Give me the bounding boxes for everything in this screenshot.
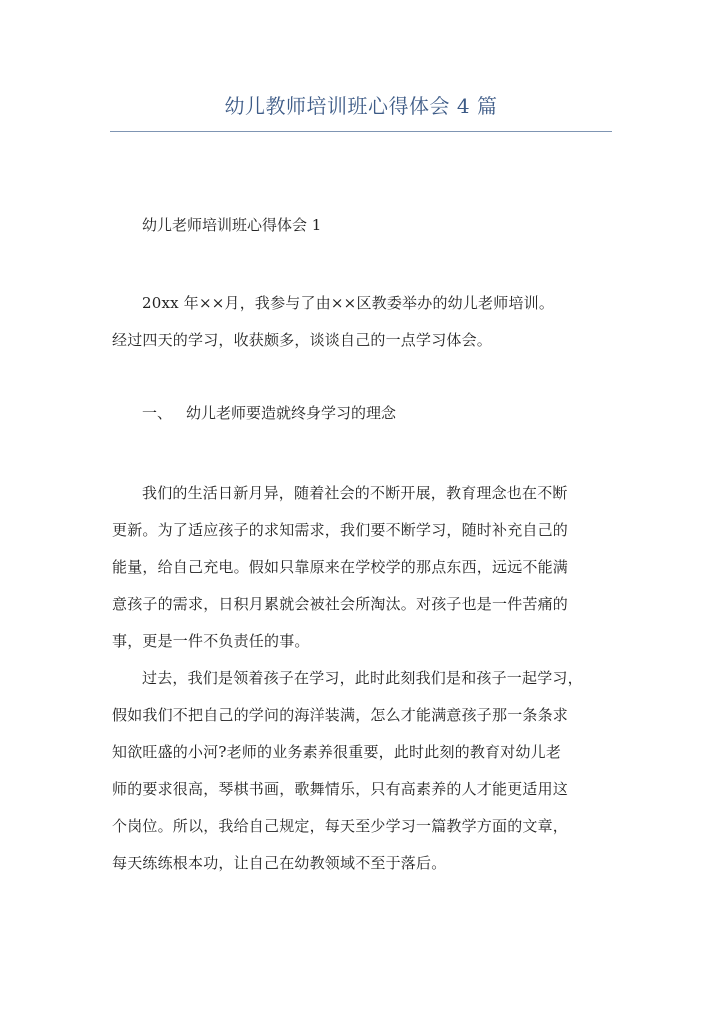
- paragraph-line: 更新。为了适应孩子的求知需求，我们要不断学习，随时补充自己的: [112, 521, 569, 539]
- paragraph-line: 意孩子的需求，日积月累就会被社会所淘汰。对孩子也是一件苦痛的: [112, 595, 569, 613]
- paragraph-line: 20xx 年××月，我参与了由××区教委举办的幼儿老师培训。: [142, 294, 555, 312]
- section-title: 幼儿老师培训班心得体会 1: [142, 216, 322, 234]
- paragraph-line: 知欲旺盛的小河?老师的业务素养很重要，此时此刻的教育对幼儿老: [112, 743, 562, 761]
- intro-paragraph: [112, 285, 617, 359]
- paragraph-line: 过去，我们是领着孩子在学习，此时此刻我们是和孩子一起学习，: [142, 669, 583, 687]
- subheading: [142, 401, 396, 425]
- paragraph-line: 假如我们不把自己的学问的海洋装满，怎么才能满意孩子那一条条求: [112, 706, 569, 724]
- document-header: [110, 84, 612, 132]
- paragraph-line: 我们的生活日新月异，随着社会的不断开展，教育理念也在不断: [142, 484, 568, 502]
- subheading-number: 一、: [142, 404, 173, 422]
- body-paragraph: [112, 475, 617, 660]
- body-paragraph: [112, 660, 617, 882]
- paragraph-line: 事，更是一件不负责任的事。: [112, 632, 310, 650]
- paragraph-line: 经过四天的学习，收获颇多，谈谈自己的一点学习体会。: [112, 331, 493, 349]
- paragraph-line: 每天练练根本功，让自己在幼教领域不至于落后。: [112, 854, 447, 872]
- subheading-text: 幼儿老师要造就终身学习的理念: [186, 404, 397, 422]
- paragraph-line: 师的要求很高，琴棋书画，歌舞情乐，只有高素养的人才能更适用这: [112, 780, 569, 798]
- paragraph-line: 能量，给自己充电。假如只靠原来在学校学的那点东西，远远不能满: [112, 558, 569, 576]
- document-title: 幼儿教师培训班心得体会 4 篇: [224, 94, 498, 118]
- paragraph-line: 个岗位。所以，我给自己规定，每天至少学习一篇教学方面的文章，: [112, 817, 569, 835]
